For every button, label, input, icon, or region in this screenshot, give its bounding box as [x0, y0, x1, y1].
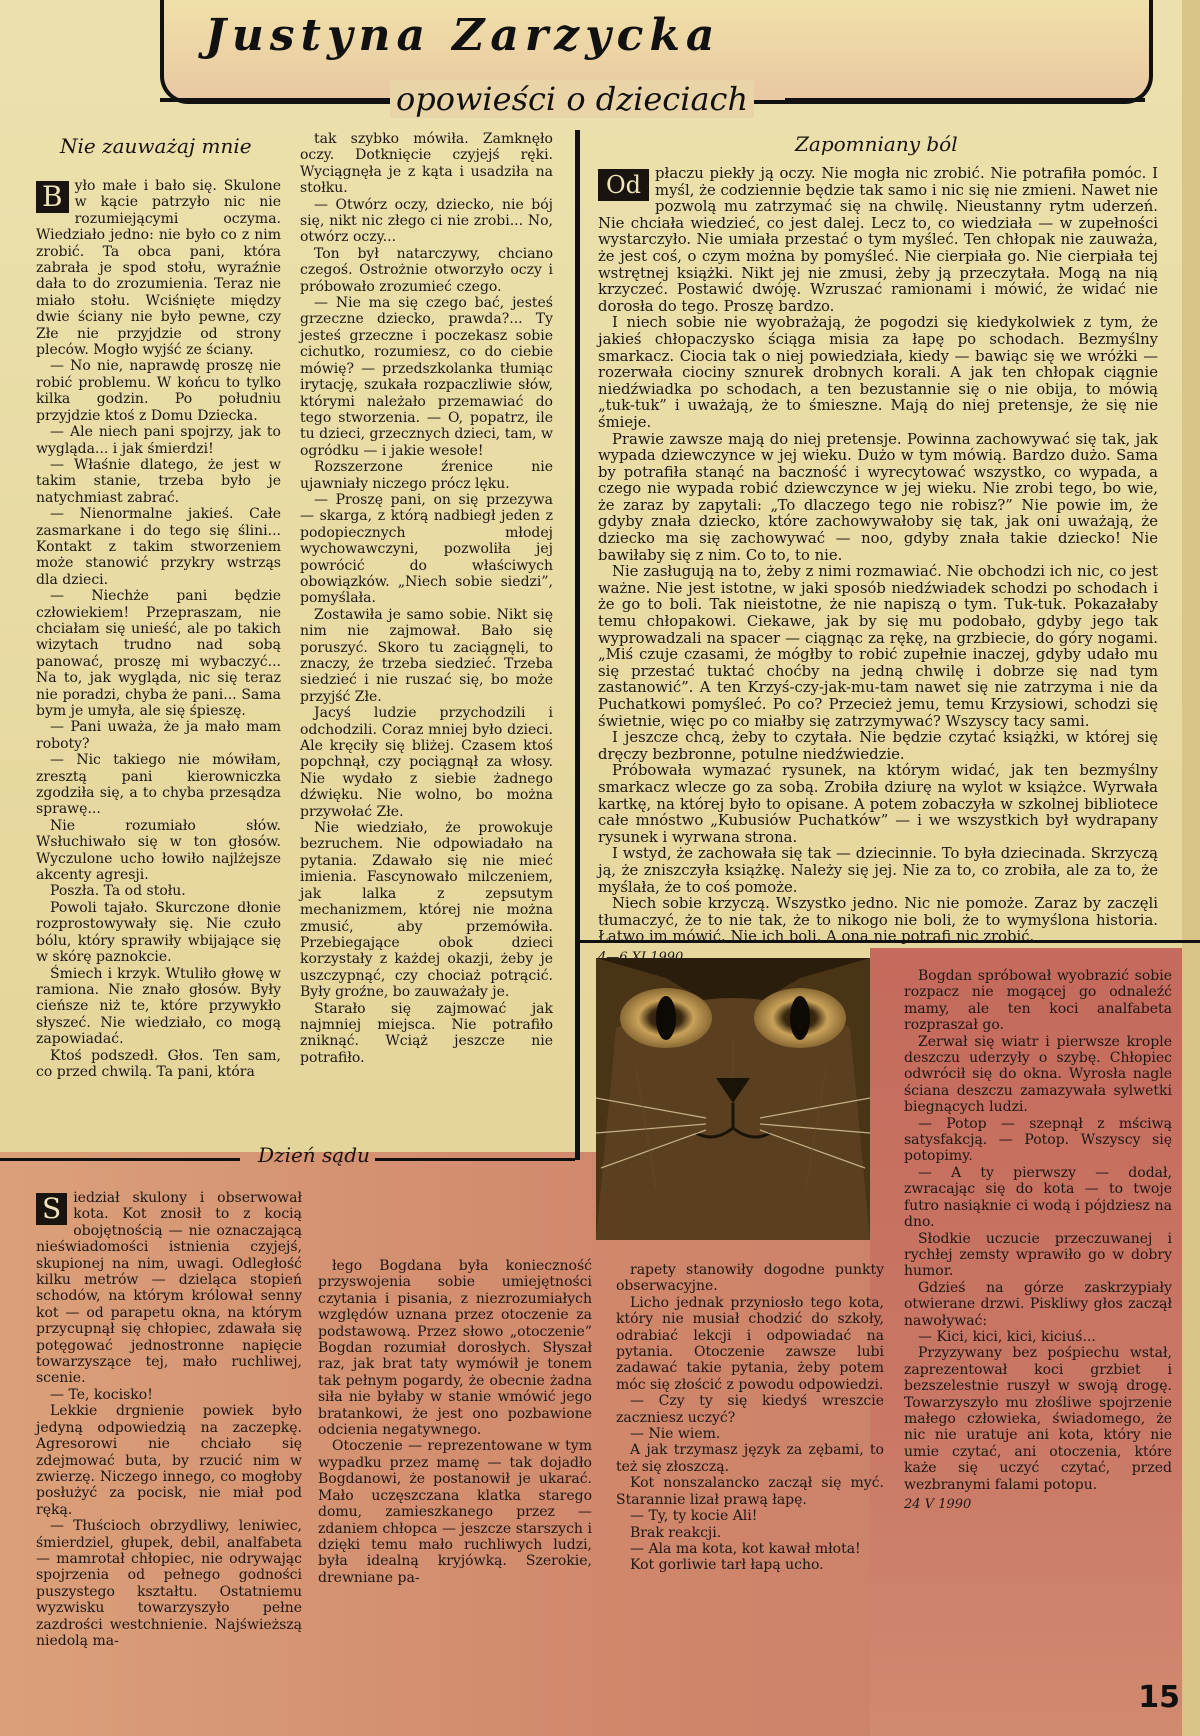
paragraph: — Właśnie dlatego, że jest w takim stanie, trzeba było je natychmiast zabrać.: [36, 456, 281, 506]
story-title: Nie zauważaj mnie: [60, 134, 252, 158]
header-underline-left: [160, 98, 390, 102]
paragraph: Zerwał się wiatr i pierwsze krople deszczu uderzyły o szybę. Chłopiec odwrócił się do okna. Wyrosła nagle ściana deszczu zamazywała sylwetki biegnących ludzi.: [904, 1033, 1172, 1116]
story-column: [904, 968, 1172, 1513]
paragraph: I wstyd, że zachowała się tak — dziecinnie. To była dziecinada. Skrzyczą ją, że zniszczyła książkę. Należy się jej. Nie za to, co zrobiła, ale za to, że myślała, że to coś pomoże.: [598, 845, 1158, 896]
story-column: [616, 1262, 884, 1574]
drop-cap: Od: [598, 169, 649, 201]
paragraph: Brak reakcji.: [630, 1524, 722, 1541]
paragraph-list: [300, 131, 553, 1066]
paragraph: yło małe i bało się. Skulone w kącie patrzyło nic nie rozumiejącymi oczyma. Wiedziało jedno: nie było co z nim zrobić. Ta obca pani, która zabrała je spod stołu, wyraźnie dała to do zrozumienia. Teraz nie miało stołu. Wciśnięte między dwie ściany nie było pewne, czy Złe nie przyjdzie od strony pleców. Mogło wyjść ze ściany.: [36, 178, 281, 359]
paragraph: Poszła. Ta od stołu.: [50, 883, 186, 900]
paragraph-list: [904, 968, 1172, 1165]
paragraph: — Niechże pani będzie człowiekiem! Przepraszam, nie chciałam się unieść, ale po takich wizytach trudno nad sobą panować, proszę mi wybaczyć... Na to, jak wygląda, nic się teraz nie poradzi, chyba że pani... Sama bym je umyła, ale się śpieszę.: [36, 588, 281, 719]
paragraph: — Ala ma kota, kot kawał młota!: [630, 1540, 861, 1557]
paragraph: Ton był natarczywy, chciano czegoś. Ostrożnie otworzyło oczy i próbowało zrozumieć czego.: [300, 245, 553, 295]
paragraph: Licho jednak przyniosło tego kota, który nie musiał chodzić do szkoły, odrabiać lekcji i odpowiadać na pytania. Otoczenie zawsze lubi zadawać takie pytania, żeby potem móc się złościć z powodu odpowiedzi.: [616, 1294, 884, 1393]
paragraph: Starało się zajmować jak najmniej miejsca. Nie potrafiło zniknąć. Wciąż jeszcze nie potrafiło.: [300, 1000, 553, 1066]
paragraph: Przyzywany bez pośpiechu wstał, zaprezentował koci grzbiet i bezszelestnie ruszył w swoją drogę. Towarzyszyło mu złośliwe spojrzenie małego człowieka, świadomego, że nic nie uratuje ani kota, który nie umie czytać, ani otoczenia, które każe się uczyć czytać, przed wezbranymi falami potopu.: [904, 1345, 1172, 1493]
paragraph: — Otwórz oczy, dziecko, nie bój się, nikt nic złego ci nie zrobi... No, otwórz oczy...: [300, 196, 553, 246]
paragraph: Rozszerzone źrenice nie ujawniały niczego prócz lęku.: [300, 459, 553, 492]
paragraph: Bogdan spróbował wyobrazić sobie rozpacz nie mogącej go odnaleźć mamy, ale ten koci analfabeta rozpraszał go.: [904, 968, 1172, 1034]
page-number: 15: [1138, 1680, 1180, 1715]
paragraph: Niech sobie krzyczą. Wszystko jedno. Nic nie pomoże. Zaraz by zaczęli tłumaczyć, że to nie tak, że to nikogo nie boli, że to wymyślona historia. Łatwo im mówić. Nie ich boli. A ona nie potrafi nic zrobić.: [598, 895, 1158, 946]
paragraph: Nie rozumiało słów. Wsłuchiwało się w ton głosów. Wyczulone ucho łowiło najlżejsze akcenty agresji.: [36, 817, 281, 884]
paragraph: Otoczenie — reprezentowane w tym wypadku przez mamę — tak dojadło Bogdanowi, że postanowił je ukarać. Mało uczęszczana klatka starego domu, zamieszkanego przez — zdaniem chłopca — jeszcze starszych i dzięki temu mało ruchliwych ludzi, była idealną kryjówką. Szerokie, drewniane pa-: [318, 1438, 592, 1586]
paragraph: Lekkie drgnienie powiek było jedyną odpowiedzią na zaczepkę. Agresorowi nie chciało się zdejmować buta, by rzucić nim w zwierzę. Niczego innego, co mogłoby posłużyć za pocisk, nie miał pod ręką.: [36, 1403, 302, 1518]
paragraph: Zostawiła je samo sobie. Nikt się nim nie zajmował. Bało się poruszyć. Skoro tu zaciągnęli, to znaczy, że trzeba siedzieć. Trzeba siedzieć i nie ruszać się, bo może przyjść Złe.: [300, 606, 553, 705]
paragraph: Słodkie uczucie przeczuwanej i rychłej zemsty wprawiło go w dobry humor.: [904, 1230, 1172, 1280]
paragraph: A jak trzymasz język za zębami, to też się złoszczą.: [616, 1442, 884, 1475]
paragraph: — Ty, ty kocie Ali!: [630, 1508, 758, 1525]
paragraph: — A ty pierwszy — dodał, zwracając się do kota — to twoje futro nasiąknie ci wodą i pójdziesz na dno.: [904, 1164, 1172, 1231]
paragraph: iedział skulony i obserwował kota. Kot znosił to z kocią obojętnością — nie oznaczającą nieświadomości istnienia czyjejś, skupionej na nim, uwagi. Odległość kilku metrów — dzieląca stopień schodów, na którym królował senny kot — od parapetu okna, na którym przycupnął się chłopiec, zdawała się potęgować jednostronne napięcie towarzyszące tej, mało ruchliwej, scenie.: [36, 1190, 302, 1387]
series-subtitle: opowieści o dzieciach: [390, 80, 754, 118]
paragraph-list: [318, 1258, 592, 1586]
paragraph: — Nie wiem.: [630, 1426, 721, 1443]
paragraph-list: [36, 1190, 302, 1649]
story-column: [598, 166, 1158, 967]
paragraph: Nie wiedziało, że prowokuje bezruchem. Nie odpowiadało na pytania. Zdawało się nie mieć imienia. Fascynowało milczeniem, jak lalka z zepsutym mechanizmem, której nie można zmusić, aby przemówiła. Przebiegające obok dzieci korzystały z każdej okazji, żeby je uszczypnąć, czy chociaż potrącić. Były groźne, bo zauważały je.: [300, 820, 553, 1001]
paragraph: Gdzieś na górze zaskrzypiały otwierane drzwi. Piskliwy głos zaczął nawoływać:: [904, 1279, 1172, 1329]
paragraph: — Nic takiego nie mówiłam, zresztą pani kierowniczka zgodziła się, a to chyba przesądza sprawę...: [36, 752, 281, 818]
paragraph-list: [598, 166, 1158, 946]
paragraph: Powoli tajało. Skurczone dłonie rozprostowywały się. Nie czuło bólu, który sprawiły wbijające się w skórę paznokcie.: [36, 899, 281, 966]
paragraph-list: [616, 1262, 884, 1574]
paragraph: — Potop — szepnął z mściwą satysfakcją. — Potop. Wszyscy się potopimy.: [904, 1115, 1172, 1165]
story-column: [300, 131, 553, 1066]
story-column: [318, 1258, 592, 1586]
paragraph: — Czy ty się kiedyś wreszcie zaczniesz uczyć?: [616, 1393, 884, 1426]
paragraph: rapety stanowiły dogodne punkty obserwacyjne.: [616, 1262, 884, 1295]
paragraph: — Pani uważa, że ja mało mam roboty?: [36, 719, 281, 752]
header-underline-right: [785, 98, 1145, 102]
paragraph: Próbowała wymazać rysunek, na którym widać, jak ten bezmyślny smarkacz wlecze go za sobą. Zrobiła dziurę na wylot w książce. Wyrwała kartkę, na której było to opisane. A potem zobaczyła w szkolnej bibliotece całe mnóstwo „Kubusiów Puchatków” — i we wszystkich był wydrapany rysunek i wyrwana strona.: [598, 762, 1158, 846]
column-rule-vertical: [575, 130, 580, 1160]
paragraph: — Te, kocisko!: [50, 1386, 153, 1403]
story-title: Zapomniany ból: [795, 132, 958, 156]
paragraph: Kot nonszalancko zaczął się myć. Starannie lizał prawą łapę.: [616, 1475, 884, 1508]
paragraph: Prawie zawsze mają do niej pretensje. Powinna zachowywać się tak, jak wypada dziewczynce w jej wieku. Dużo w tym mówią. Bardzo dużo. Sama by potrafiła stanąć na baczność i wyrecytować wszystko, co wypada, a czego nie wypada robić dziewczynce w jej wieku. Nie zrobi tego, bo wie, że zaraz by zapytali: „To dlaczego tego nie robisz?” Nie powie im, że gdyby znała dziecko, które zachowywałoby się tak, jak oni uważają, że dziecko ma się zachowywać — noo, gdyby znała takie dziecko! Nie bawiłaby się z nim. Co to, to nie.: [598, 430, 1158, 564]
paragraph: — Ale niech pani spojrzy, jak to wygląda... i jak śmierdzi!: [36, 424, 281, 457]
paragraph-list: [36, 178, 281, 1080]
paragraph: Ktoś podszedł. Głos. Ten sam, co przed chwilą. Ta pani, która: [36, 1047, 281, 1080]
paragraph: — Kici, kici, kici, kiciuś...: [918, 1328, 1096, 1345]
paragraph-list: [904, 1165, 1172, 1493]
drop-cap: B: [36, 181, 69, 213]
story-date: 24 V 1990: [904, 1497, 972, 1512]
story-column: [36, 1190, 302, 1649]
paragraph: I jeszcze chcą, żeby to czytała. Nie będzie czytać książki, w której się dręczy bezbronne, potulne niedźwiedzie.: [598, 729, 1158, 763]
paragraph: I niech sobie nie wyobrażają, że pogodzi się kiedykolwiek z tym, że jakieś chłopaczysko ściąga misia za łapę po schodach. Bezmyślny smarkacz. Ciocia tak o niej powiedziała, kiedy — bawiąc się we wróżki — rozerwała ciociny sznurek drobnych korali. A jak ten chłopak ciągnie niedźwiadka po schodach, a ten bezustannie się o nie obija, to mówią „tuk-tuk” i uważają, że to śmieszne. Mają do niej pretensje, że się nie śmieje.: [598, 314, 1158, 431]
paragraph: — Nie ma się czego bać, jesteś grzeczne dziecko, prawda?... Ty jesteś grzeczne i poczekasz sobie cichutko, rozumiesz, co do ciebie mówię? — przedszkolanka tłumiąc irytację, szukała rozpaczliwie słów, którymi należało przemawiać do tego stworzenia. — O, popatrz, ile tu dzieci, grzecznych dzieci, tam, w ogródku — i jakie wesołe!: [300, 295, 553, 459]
paragraph: — No nie, naprawdę proszę nie robić problemu. W końcu to tylko kilka godzin. Po południu przyjdzie ktoś z Domu Dziecka.: [36, 358, 281, 424]
paragraph: Śmiech i krzyk. Wtuliło głowę w ramiona. Nie znało głosów. Były cieńsze niż te, które przywykło słyszeć. Nie wiedziało, co mogą zapowiadać.: [36, 965, 281, 1048]
page-edge: [1182, 0, 1200, 1736]
paragraph: — Proszę pani, on się przezywa — skarga, z którą nadbiegł jeden z podopiecznych młodej wychowawczyni, pozwoliła jej powrócić do właściwych obowiązków. „Niech sobie siedzi”, pomyślała.: [300, 491, 553, 607]
paragraph: Kot gorliwie tarł łapą ucho.: [630, 1557, 824, 1574]
paragraph: — Tłuścioch obrzydliwy, leniwiec, śmierdziel, głupek, debil, analfabeta — mamrotał chłopiec, nie odrywając spojrzenia od pełnego godności puszystego kształtu. Ostatniemu wyzwisku towarzyszyło pełne zazdrości westchnienie. Najświeższą niedolą ma-: [36, 1518, 302, 1649]
author-name: Justyna Zarzycka: [205, 10, 721, 61]
section-rule-mid: [375, 1158, 575, 1161]
cat-illustration: [596, 958, 870, 1240]
drop-cap: S: [36, 1193, 67, 1225]
paragraph: Jacyś ludzie przychodzili i odchodzili. Coraz mniej było dzieci. Ale kręciły się bliżej. Czasem ktoś popchnął, czy pociągnął za włosy. Nie wydało z siebie żadnego dźwięku. Nie wolno, bo można przywołać Złe.: [300, 705, 553, 820]
paragraph: łego Bogdana była konieczność przyswojenia sobie umiejętności czytania i pisania, z niezrozumiałych względów uznana przez otoczenie za podstawową. Przez słowo „otoczenie” Bogdan rozumiał dorosłych. Słyszał raz, jak brat taty wymówił je tonem tak pełnym pogardy, że obecnie żadna siła nie byłaby w stanie wmówić jego bratankowi, że jest ono pozbawione odcienia negatywnego.: [318, 1258, 592, 1439]
section-rule-left: [0, 1158, 240, 1161]
paragraph: Nie zasługują na to, żeby z nimi rozmawiać. Nie obchodzi ich nic, co jest ważne. Nie jest istotne, w jaki sposób niedźwiadek schodzi po schodach i że go to boli. Tak nieistotne, że nie napiszą o tym. Tuk-tuk. Pokazałaby temu chłopakowi. Ciekawe, jak by się mu podobało, gdyby jego tak wyprowadzali na spacer — ciągnąc za rękę, na grzbiecie, do góry nogami. „Miś czuje czasami, że mógłby to robić zupełnie inaczej, gdyby udało mu się przestać tuktać choćby na jedną chwilę i dobrze się nad tym zastanowić”. A ten Krzyś-czy-jak-mu-tam nawet się nie zatrzyma i nie da Puchatkowi pomyśleć. Po co? Przecież jemu, temu Krzysiowi, schodzi się świetnie, więc po co miałby się zatrzymywać? Wszyscy tacy sami.: [598, 563, 1158, 730]
paragraph: płaczu piekły ją oczy. Nie mogła nic zrobić. Nie potrafiła pomóc. I myśl, że codziennie będzie tak samo i nic się nie zmieni. Nawet nie pozwolą mu zatrzymać się na chwilę. Nieustanny rytm uderzeń. Nie chciała wiedzieć, co jest dalej. Lecz to, co wiedziała — w zupełności wystarczyło. Nie umiała przestać o tym myśleć. Ten chłopak nie zauważa, że jest coś, o czym można by pomyśleć. Nie cierpiała go. Nie cierpiała tej wstrętnej książki. Nikt jej nie zmusi, żeby ją przeczytała. Mogą na nią krzyczeć. Postawić dwóję. Wzruszać ramionami i mówić, że widać nie dorosła do tego. Proszę bardzo.: [598, 165, 1158, 315]
paragraph: tak szybko mówiła. Zamknęło oczy. Dotknięcie czyjejś ręki. Wyciągnęła je z kąta i usadziła na stołku.: [300, 131, 553, 197]
paragraph: — Nienormalne jakieś. Całe zasmarkane i do tego się ślini... Kontakt z takim stworzeniem może stanowić przykry wstrząs dla dzieci.: [36, 506, 281, 588]
story-title: Dzień sądu: [258, 1143, 370, 1167]
story-column: [36, 178, 281, 1080]
